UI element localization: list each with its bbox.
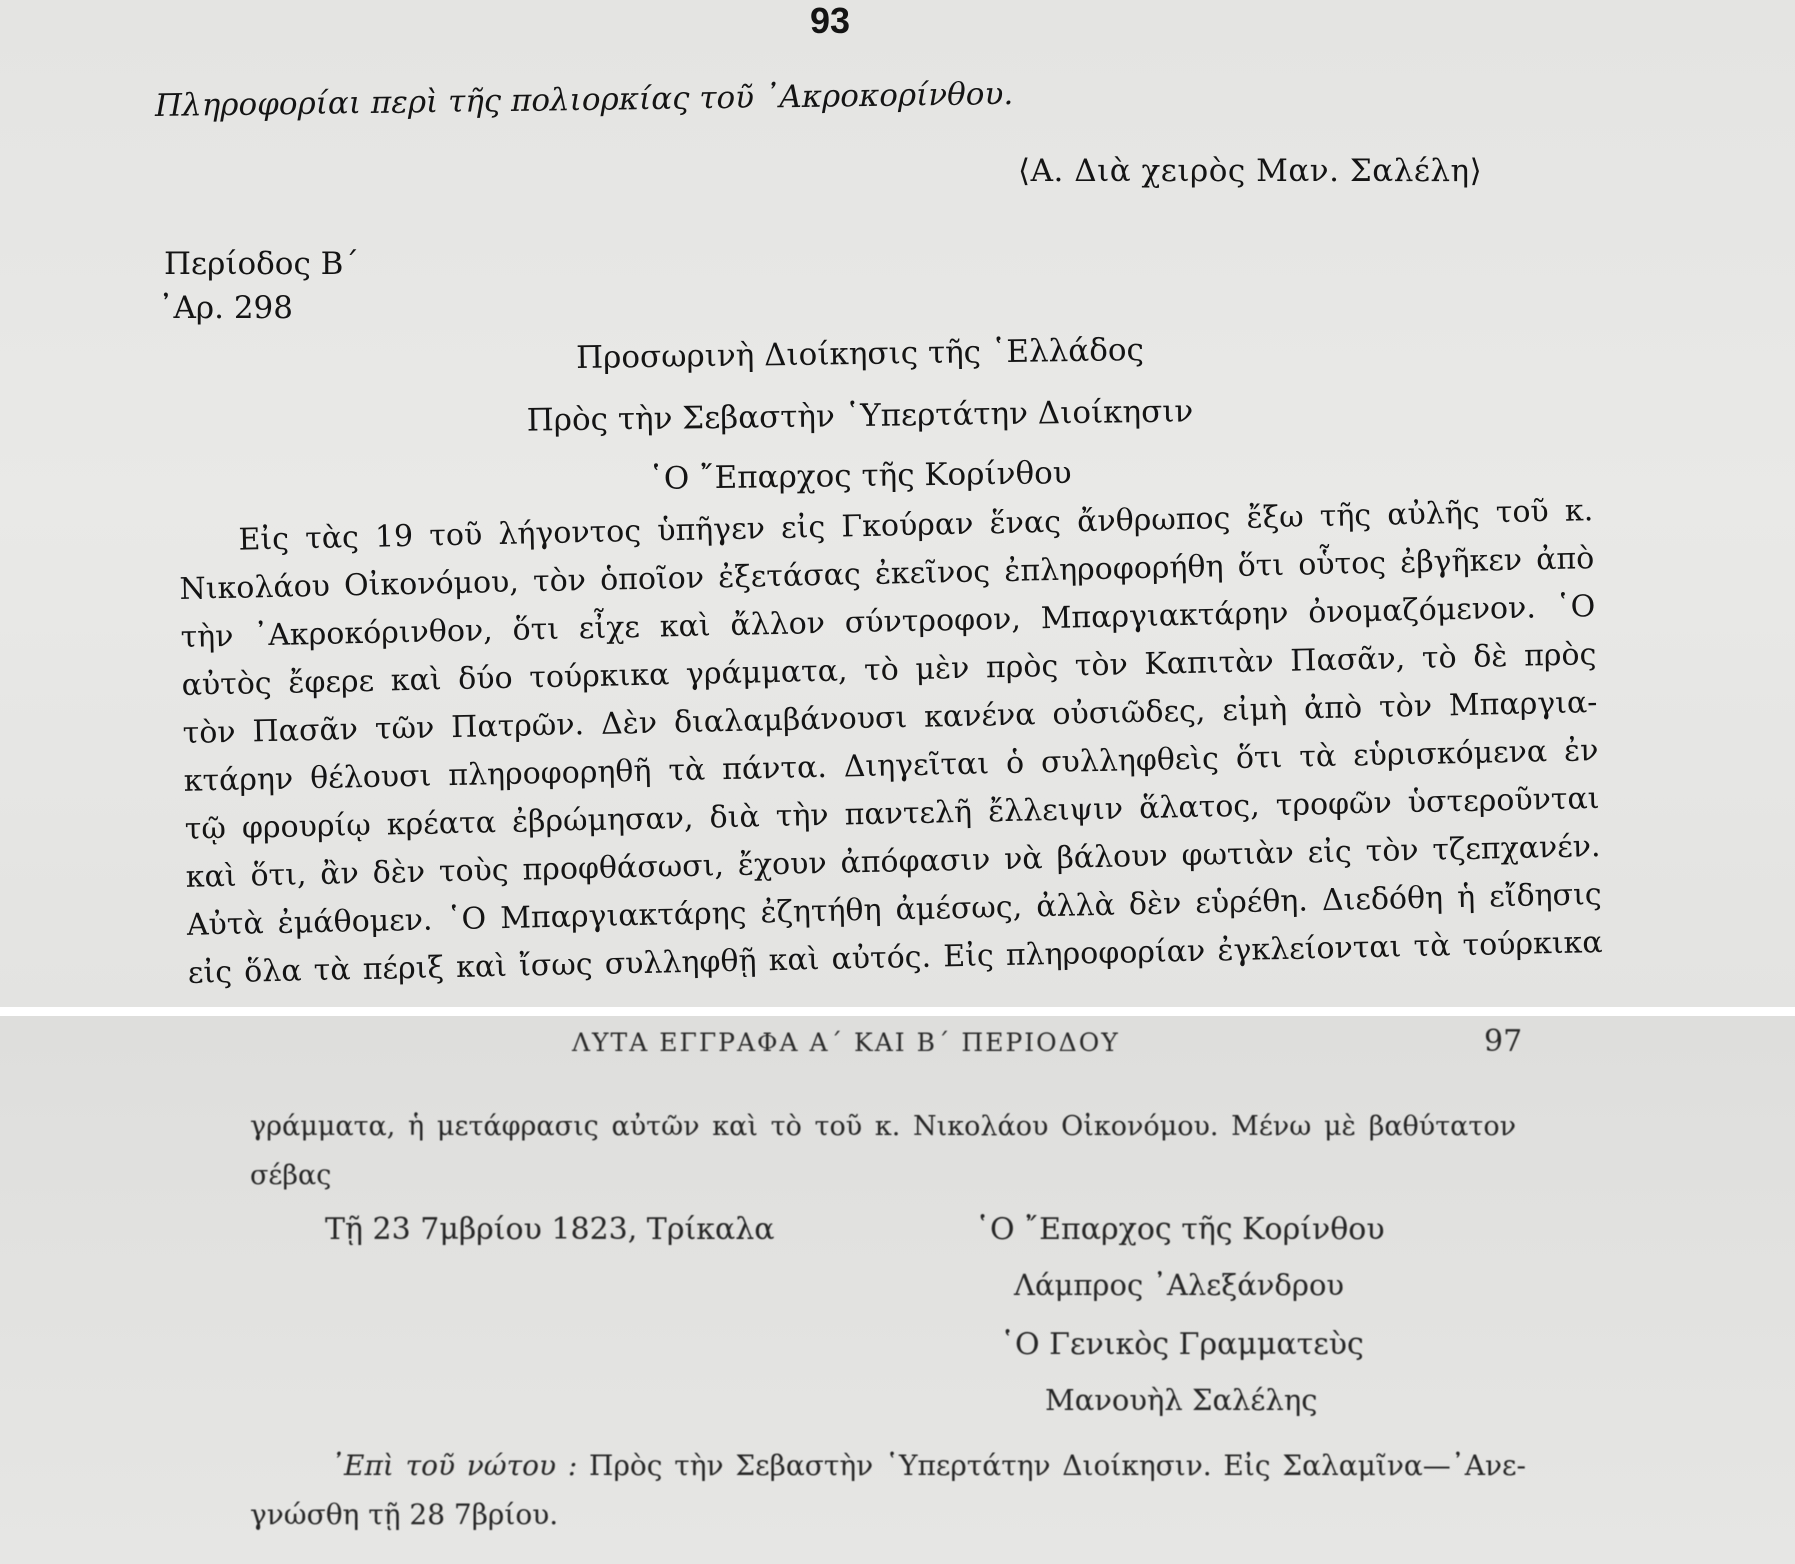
body-line: κτάρην θέλουσι πληροφορηθῆ τὰ πάντα. Διηγεῖται ὁ συλληφθεὶς ὅτι τὰ εὑρισκόμενα ἐν [183,733,1599,799]
body-line: εἰς ὅλα τὰ πέριξ καὶ ἴσως συλληφθῇ καὶ αὐτός. Εἰς πληροφορίαν ἐγκλείονται τὰ τούρκικα [187,925,1603,991]
date-place: Τῇ 23 7μβρίου 1823, Τρίκαλα [325,1212,775,1247]
document-title: Πληροφορίαι περὶ τῆς πολιορκίας τοῦ ᾿Ακροκορίνθου. [154,76,1014,124]
signatory-name-prefect: Λάμπρος ᾿Αλεξάνδρου [1014,1268,1345,1302]
body-line: τὴν ᾿Ακροκόρινθον, ὅτι εἶχε καὶ ἄλλον σύντροφον, Μπαργιακτάρην ὀνομαζόμενον. ῾Ο [180,589,1596,655]
continuation-line: γράμματα, ἡ μετάφρασις αὐτῶν καὶ τὸ τοῦ κ. Νικολάου Οἰκονόμου. Μένω μὲ βαθύτατον [250,1111,1516,1142]
document-number: ᾿Αρ. 298 [158,290,293,326]
heading-sender: ῾Ο ῎Επαρχος τῆς Κορίνθου [648,455,1072,497]
body-line: Νικολάου Οἰκονόμου, τὸν ὁποῖον ἐξετάσας ἐκεῖνος ἐπληροφορήθη ὅτι οὗτος ἐβγῆκεν ἀπὸ [179,541,1595,607]
signatory-name-secretary: Μανουὴλ Σαλέλης [1045,1383,1318,1417]
letter-body [178,487,1603,998]
heading-addressee: Πρὸς τὴν Σεβαστὴν ῾Υπερτάτην Διοίκησιν [526,393,1194,439]
hand-note: ⟨Α. Διὰ χειρὸς Μαν. Σαλέλη⟩ [1018,153,1483,189]
body-line: καὶ ὅτι, ἂν δὲν τοὺς προφθάσωσι, ἔχουν ἀπόφασιν νὰ βάλουν φωτιὰν εἰς τὸν τζεπχανέν. [185,829,1601,895]
endorsement-label: ᾿Επὶ τοῦ νώτου : [330,1449,578,1482]
continuation-line: σέβας [250,1160,332,1191]
page-separator [0,1007,1795,1016]
endorsement-text: Πρὸς τὴν Σεβαστὴν ῾Υπερτάτην Διοίκησιν. Εἰς Σαλαμῖνα—᾿Ανε- [577,1449,1526,1482]
endorsement-line [330,1449,1526,1482]
body-line: Αὐτὰ ἐμάθομεν. ῾Ο Μπαργιακτάρης ἐζητήθη ἀμέσως, ἀλλὰ δὲν εὑρέθη. Διεδόθη ἡ εἴδησις [186,877,1602,943]
body-line: Εἰς τὰς 19 τοῦ λήγοντος ὑπῆγεν εἰς Γκούραν ἕνας ἄνθρωπος ἔξω τῆς αὐλῆς τοῦ κ. [238,493,1594,558]
page-number-bottom: 97 [1484,1024,1523,1059]
period-label: Περίοδος Β΄ [164,246,359,282]
page-number: 93 [809,0,851,41]
endorsement-line: γνώσθη τῇ 28 7βρίου. [250,1498,559,1531]
body-line: τῷ φρουρίῳ κρέατα ἐβρώμησαν, διὰ τὴν παντελῆ ἔλλειψιν ἅλατος, τροφῶν ὑστεροῦνται [184,781,1600,847]
heading-government: Προσωρινὴ Διοίκησις τῆς ῾Ελλάδος [575,332,1145,376]
body-line: τὸν Πασᾶν τῶν Πατρῶν. Δὲν διαλαμβάνουσι κανένα οὐσιῶδες, εἰμὴ ἀπὸ τὸν Μπαργια- [182,685,1598,751]
signatory-title-secretary: ῾Ο Γενικὸς Γραμματεὺς [1000,1327,1364,1362]
running-header: ΛΥΤΑ ΕΓΓΡΑΦΑ Α΄ ΚΑΙ Β΄ ΠΕΡΙΟΔΟΥ [572,1028,1120,1057]
signatory-title-prefect: ῾Ο ῎Επαρχος τῆς Κορίνθου [975,1212,1385,1247]
body-line: αὐτὸς ἔφερε καὶ δύο τούρκικα γράμματα, τὸ μὲν πρὸς τὸν Καπιτὰν Πασᾶν, τὸ δὲ πρὸς [181,637,1597,703]
